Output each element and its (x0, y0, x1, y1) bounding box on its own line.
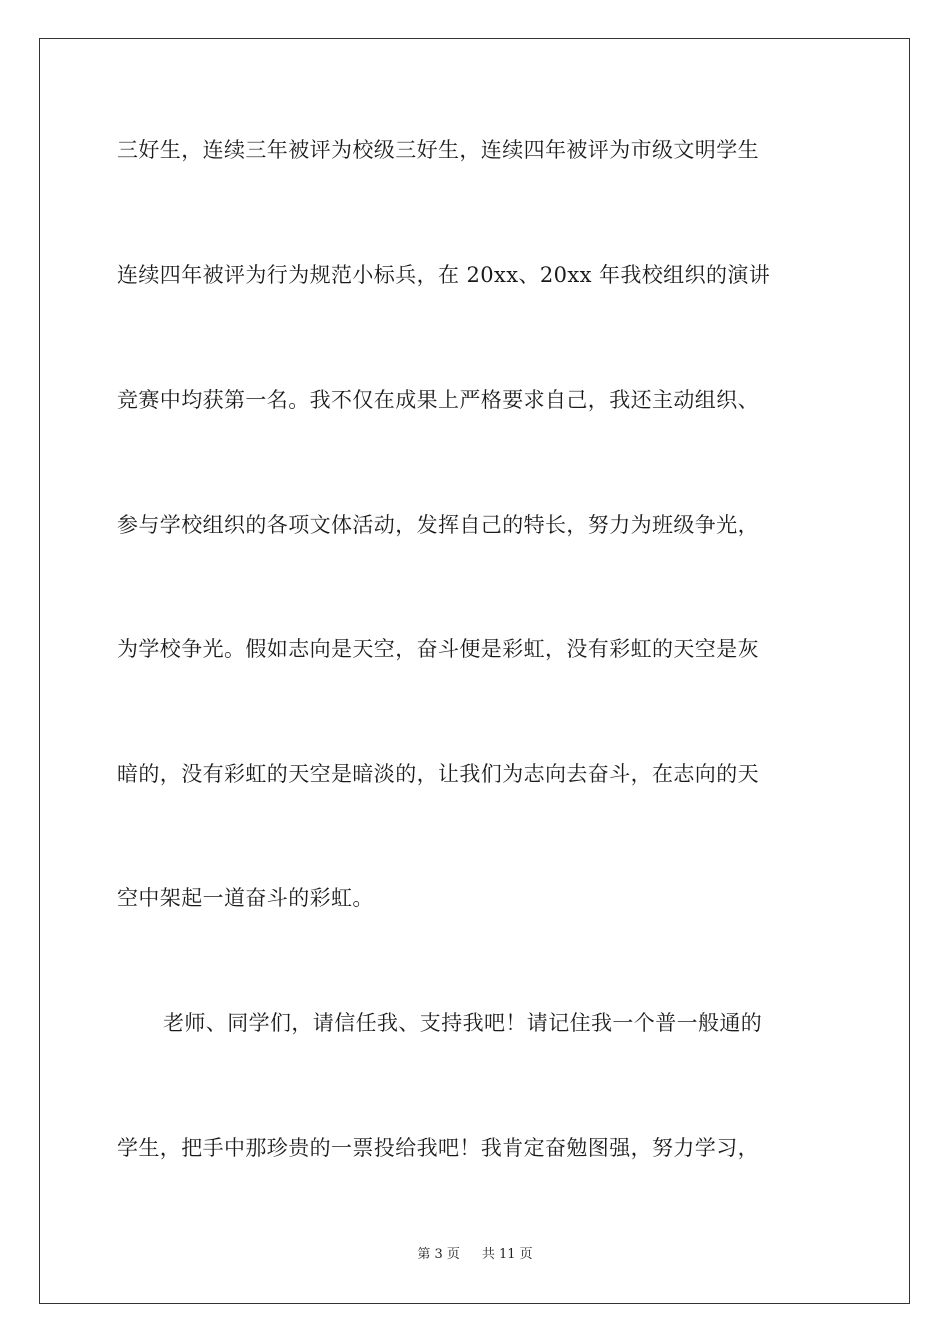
body-text-line-6: 暗的，没有彩虹的天空是暗淡的，让我们为志向去奋斗，在志向的天 (117, 762, 759, 786)
page-number: 第 3 页 (417, 1247, 460, 1262)
body-text-line-2: 连续四年被评为行为规范小标兵，在 20xx、20xx 年我校组织的演讲 (117, 263, 771, 287)
total-pages: 共 11 页 (481, 1247, 533, 1262)
page-border (39, 38, 910, 1304)
body-text-line-1: 三好生，连续三年被评为校级三好生，连续四年被评为市级文明学生 (117, 138, 759, 162)
body-text-line-7: 空中架起一道奋斗的彩虹。 (117, 886, 374, 910)
body-text-line-5: 为学校争光。假如志向是天空，奋斗便是彩虹，没有彩虹的天空是灰 (117, 637, 759, 661)
page-footer (0, 1246, 950, 1264)
body-text-line-3: 竞赛中均获第一名。我不仅在成果上严格要求自己，我还主动组织、 (117, 388, 759, 412)
body-text-line-9: 学生，把手中那珍贵的一票投给我吧！我肯定奋勉图强，努力学习， (117, 1136, 759, 1160)
body-text-line-4: 参与学校组织的各项文体活动，发挥自己的特长，努力为班级争光， (117, 513, 759, 537)
body-text-line-8-paragraph-start: 老师、同学们，请信任我、支持我吧！请记住我一个普一般通的 (163, 1011, 763, 1035)
